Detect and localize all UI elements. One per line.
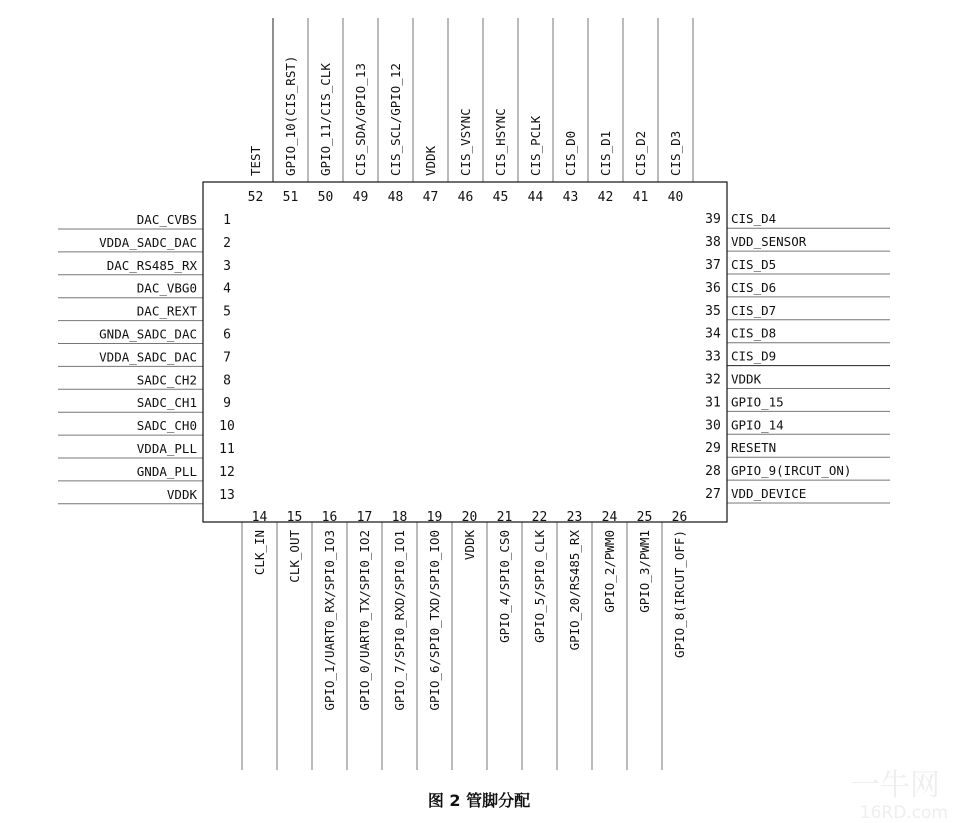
pin-number-right: 37	[705, 258, 721, 273]
pin-name-bottom: GPIO_8(IRCUT_OFF)	[672, 530, 687, 658]
pin-number-bottom: 21	[496, 510, 513, 525]
pin-number-top: 50	[317, 190, 334, 205]
pin-number-right: 36	[705, 280, 721, 296]
pin-name-top: CIS_D0	[563, 130, 578, 176]
pin-name-left: DAC_CVBS	[136, 212, 197, 227]
pin-number-top: 49	[352, 190, 369, 205]
pin-number-top: 41	[632, 190, 649, 205]
pin-name-top: CIS_D1	[598, 130, 613, 176]
pin-name-left: SADC_CH0	[136, 418, 197, 434]
pin-name-bottom: GPIO_20/RS485_RX	[567, 530, 582, 651]
pin-number-left: 4	[223, 281, 231, 297]
pin-name-left: GNDA_SADC_DAC	[99, 326, 197, 342]
pin-name-left: VDDK	[166, 486, 197, 502]
pin-number-top: 42	[597, 190, 614, 205]
pin-number-top: 43	[562, 190, 579, 205]
pin-number-right: 27	[705, 487, 721, 502]
pin-number-left: 13	[219, 487, 235, 503]
watermark-url: 16RD.com	[859, 803, 948, 823]
pin-name-top: CIS_D3	[668, 130, 683, 176]
pin-number-right: 38	[705, 235, 721, 251]
pin-number-left: 7	[223, 350, 231, 366]
pin-name-top: CIS_SCL/GPIO_12	[388, 63, 403, 176]
pin-name-left: DAC_REXT	[136, 303, 197, 319]
pin-name-bottom: GPIO_0/UART0_TX/SPI0_IO2	[357, 530, 372, 711]
pin-name-right: GPIO_14	[731, 417, 784, 433]
pin-name-bottom: CLK_IN	[252, 530, 267, 576]
pin-number-right: 32	[705, 372, 721, 388]
pin-number-left: 5	[223, 304, 231, 320]
pin-name-right: CIS_D8	[731, 325, 777, 341]
pin-name-right: VDD_DEVICE	[731, 486, 807, 501]
watermark-logo: 一牛网	[850, 768, 940, 803]
pin-name-right: VDD_SENSOR	[731, 234, 807, 250]
pin-name-bottom: VDDK	[462, 530, 477, 561]
pin-number-bottom: 20	[461, 510, 478, 525]
pin-number-top: 52	[247, 190, 264, 205]
pin-number-left: 2	[223, 235, 231, 251]
pin-number-bottom: 22	[531, 510, 548, 525]
chip-body	[203, 182, 727, 522]
pin-name-right: VDDK	[731, 371, 762, 387]
pin-labels	[99, 56, 851, 711]
pin-name-right: GPIO_15	[731, 394, 784, 410]
pin-number-left: 6	[223, 327, 231, 343]
pin-name-bottom: GPIO_4/SPI0_CS0	[497, 530, 512, 643]
pin-number-top: 47	[422, 190, 439, 205]
pin-number-right: 31	[705, 395, 721, 411]
pin-number-bottom: 23	[566, 510, 583, 525]
pin-number-left: 8	[223, 373, 231, 389]
pin-name-right: CIS_D5	[731, 257, 777, 272]
pin-name-left: VDDA_SADC_DAC	[99, 349, 197, 365]
pin-name-top: CIS_PCLK	[528, 115, 543, 176]
pin-name-bottom: GPIO_7/SPI0_RXD/SPI0_IO1	[392, 530, 407, 711]
pin-name-left: SADC_CH2	[136, 372, 197, 388]
pin-number-left: 1	[223, 213, 231, 228]
pin-name-left: DAC_RS485_RX	[106, 257, 197, 273]
pin-name-top: CIS_SDA/GPIO_13	[353, 63, 368, 176]
pin-number-right: 33	[705, 349, 721, 365]
pin-number-bottom: 24	[601, 510, 618, 525]
pin-name-top: CIS_D2	[633, 130, 648, 176]
pin-number-right: 39	[705, 212, 721, 228]
pin-number-top: 45	[492, 190, 509, 205]
pin-name-left: SADC_CH1	[136, 395, 197, 411]
pin-number-top: 44	[527, 190, 544, 205]
pin-name-right: RESETN	[731, 440, 777, 456]
pin-number-right: 34	[705, 326, 721, 342]
pin-name-right: CIS_D6	[731, 279, 777, 295]
pin-name-right: CIS_D9	[731, 348, 777, 364]
pin-number-right: 29	[705, 441, 721, 457]
pin-name-top: CIS_VSYNC	[458, 108, 473, 176]
pin-name-top: GPIO_11/CIS_CLK	[318, 63, 333, 176]
pin-name-bottom: GPIO_6/SPI0_TXD/SPI0_IO0	[427, 530, 442, 711]
pin-number-top: 46	[457, 190, 474, 205]
pin-name-bottom: GPIO_1/UART0_RX/SPI0_IO3	[322, 530, 337, 711]
pin-number-left: 11	[219, 442, 235, 457]
pin-number-right: 28	[705, 464, 721, 480]
pin-number-right: 30	[705, 418, 721, 434]
pin-name-bottom: CLK_OUT	[287, 530, 302, 583]
pin-name-bottom: GPIO_5/SPI0_CLK	[532, 530, 547, 643]
pin-name-left: VDDA_SADC_DAC	[99, 234, 197, 250]
pin-number-bottom: 14	[251, 510, 268, 525]
pin-name-left: VDDA_PLL	[136, 441, 197, 456]
pin-number-bottom: 18	[391, 510, 408, 525]
pin-number-bottom: 16	[321, 510, 338, 525]
pin-number-bottom: 25	[636, 510, 653, 525]
pin-name-top: TEST	[248, 145, 263, 176]
pin-name-right: CIS_D7	[731, 302, 777, 318]
pin-name-bottom: GPIO_2/PWM0	[602, 530, 617, 613]
pin-name-top: VDDK	[423, 145, 438, 176]
pin-name-top: GPIO_10(CIS_RST)	[283, 55, 298, 176]
pin-number-top: 48	[387, 190, 404, 205]
pin-number-left: 10	[219, 419, 235, 435]
pin-number-left: 3	[223, 258, 231, 274]
pin-name-left: GNDA_PLL	[136, 463, 197, 479]
pin-number-bottom: 17	[356, 510, 373, 525]
pin-number-left: 9	[223, 396, 231, 412]
pin-number-top: 51	[282, 190, 299, 205]
pin-number-bottom: 26	[671, 510, 688, 525]
pin-name-left: DAC_VBG0	[136, 280, 197, 296]
pin-number-top: 40	[667, 190, 684, 205]
pin-number-bottom: 15	[286, 510, 303, 525]
pin-number-bottom: 19	[426, 510, 443, 525]
pin-name-bottom: GPIO_3/PWM1	[637, 530, 652, 613]
pin-name-top: CIS_HSYNC	[493, 108, 508, 176]
figure-caption: 图 2 管脚分配	[427, 791, 531, 810]
pin-number-left: 12	[219, 464, 235, 480]
pin-name-right: GPIO_9(IRCUT_ON)	[731, 463, 852, 479]
pin-name-right: CIS_D4	[731, 211, 777, 227]
pin-number-right: 35	[705, 303, 721, 319]
